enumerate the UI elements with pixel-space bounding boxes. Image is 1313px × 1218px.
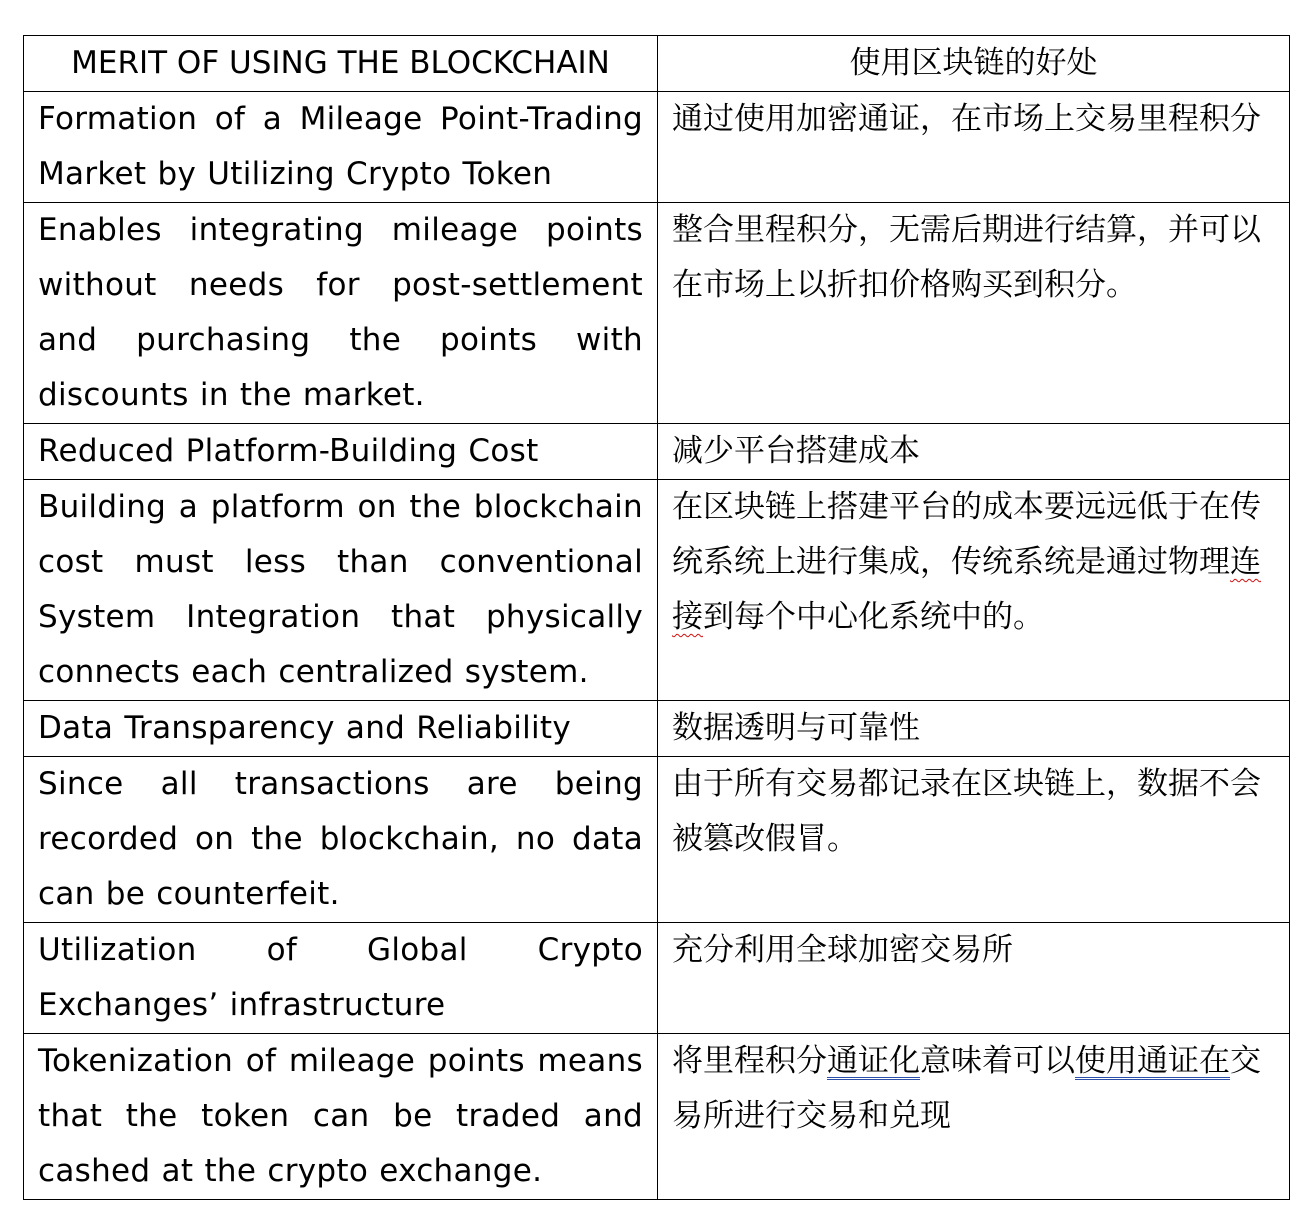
- table-header-row: [24, 36, 1290, 92]
- cell-english: Formation of a Mileage Point-Trading Market by Utilizing Crypto Token: [24, 92, 658, 203]
- cell-english: Since all transactions are being recorded on the blockchain, no data can be counterfeit.: [24, 757, 658, 923]
- cell-english: Data Transparency and Reliability: [24, 701, 658, 757]
- table-row: [24, 92, 1290, 203]
- cell-chinese: [658, 480, 1290, 701]
- cell-chinese: 数据透明与可靠性: [658, 701, 1290, 757]
- table-row: [24, 424, 1290, 480]
- cell-english: Tokenization of mileage points means that the token can be traded and cashed at the crypto exchange.: [24, 1034, 658, 1200]
- table-row: [24, 480, 1290, 701]
- merit-table: [23, 35, 1290, 1200]
- table-row: [24, 757, 1290, 923]
- table-row: [24, 923, 1290, 1034]
- cell-english: Building a platform on the blockchain cost must less than conventional System Integration that physically connects each centralized system.: [24, 480, 658, 701]
- cell-english: Enables integrating mileage points without needs for post-settlement and purchasing the points with discounts in the market.: [24, 203, 658, 424]
- grammar-flagged-text: 通证化: [827, 1043, 920, 1079]
- chinese-text: 意味着可以: [920, 1043, 1075, 1079]
- chinese-text: 在区块链上搭建平台的成本要远远低于在传统系统上进行集成，传统系统是通过物理: [672, 489, 1261, 580]
- table-row: [24, 701, 1290, 757]
- cell-english: Utilization of Global Crypto Exchanges’ infrastructure: [24, 923, 658, 1034]
- cell-english: Reduced Platform-Building Cost: [24, 424, 658, 480]
- grammar-flagged-text: 使用通证在: [1075, 1043, 1230, 1079]
- cell-chinese: 充分利用全球加密交易所: [658, 923, 1290, 1034]
- table-row: [24, 203, 1290, 424]
- spellcheck-flagged-text: 连接: [672, 544, 1261, 635]
- chinese-text: 到每个中心化系统中的。: [703, 599, 1044, 635]
- cell-chinese: 由于所有交易都记录在区块链上，数据不会被篡改假冒。: [658, 757, 1290, 923]
- cell-chinese: 通过使用加密通证，在市场上交易里程积分: [658, 92, 1290, 203]
- chinese-text: 交易所进行交易和兑现: [672, 1043, 1261, 1134]
- cell-chinese: [658, 1034, 1290, 1200]
- cell-chinese: 减少平台搭建成本: [658, 424, 1290, 480]
- header-english: MERIT OF USING THE BLOCKCHAIN: [24, 36, 658, 92]
- chinese-text: 将里程积分: [672, 1043, 827, 1079]
- cell-chinese: 整合里程积分，无需后期进行结算，并可以在市场上以折扣价格购买到积分。: [658, 203, 1290, 424]
- table-row: [24, 1034, 1290, 1200]
- header-chinese: 使用区块链的好处: [658, 36, 1290, 92]
